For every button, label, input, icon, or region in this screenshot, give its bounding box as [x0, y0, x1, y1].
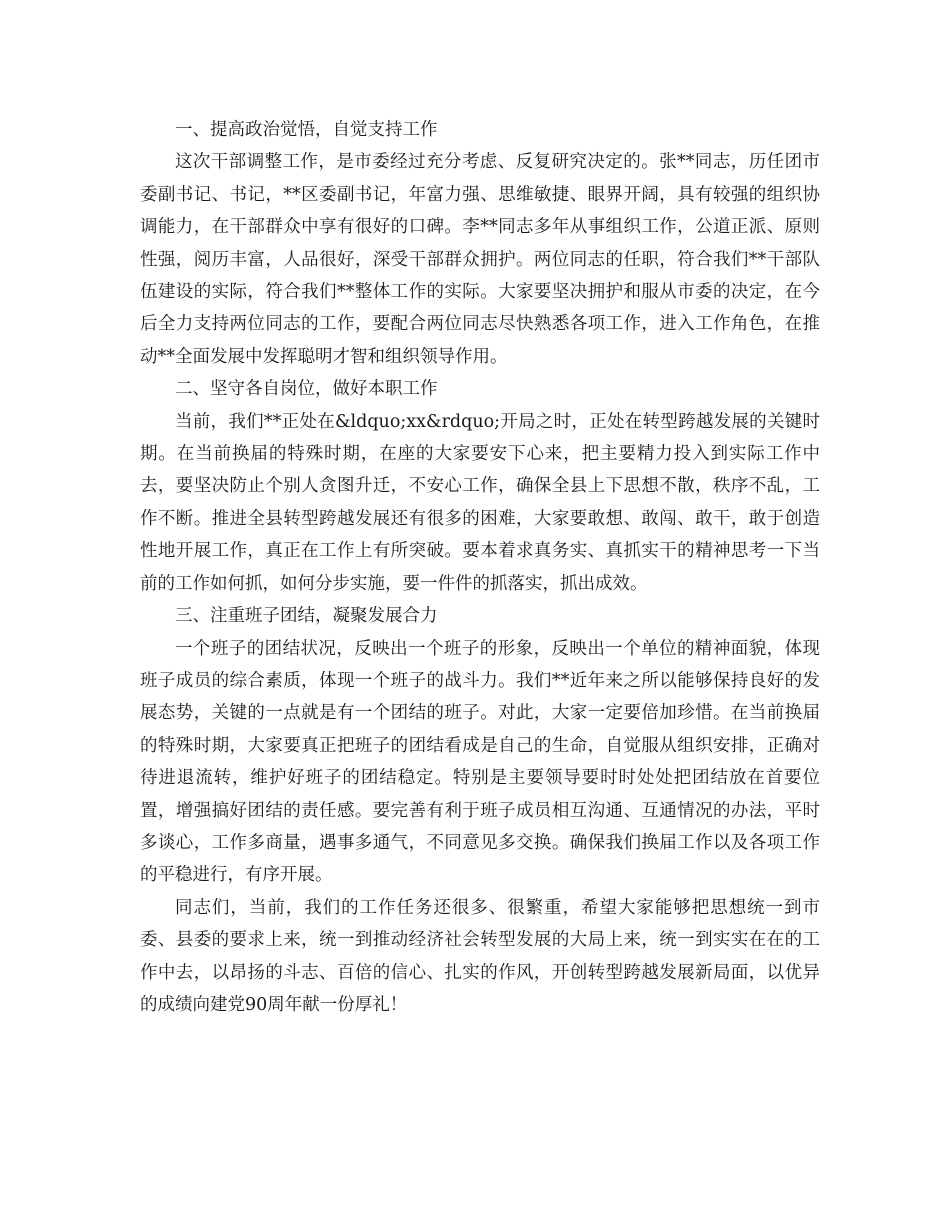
closing-paragraph: 同志们，当前，我们的工作任务还很多、很繁重，希望大家能够把思想统一到市委、县委的要求上来，统一到推动经济社会转型发展的大局上来，统一到实实在在的工作中去，以昂扬的斗志、百倍的信心、扎实的作风，开创转型跨越发展新局面，以优异的成绩向建党90周年献一份厚礼！ — [140, 897, 820, 1015]
section-paragraph-3: 一个班子的团结状况，反映出一个班子的形象，反映出一个单位的精神面貌，体现班子成员的综合素质，体现一个班子的战斗力。我们**近年来之所以能够保持良好的发展态势，关键的一点就是有一个团结的班子。对此，大家一定要倍加珍惜。在当前换届的特殊时期，大家要真正把班子的团结看成是自己的生命，自觉服从组织安排，正确对待进退流转，维护好班子的团结稳定。特别是主要领导要时时处处把团结放在首要位置，增强搞好团结的责任感。要完善有利于班子成员相互沟通、互通情况的办法，平时多谈心，工作多商量，遇事多通气，不同意见多交换。确保我们换届工作以及各项工作的平稳进行，有序开展。 — [140, 638, 820, 886]
section-paragraph-1: 这次干部调整工作，是市委经过充分考虑、反复研究决定的。张**同志，历任团市委副书记、书记，**区委副书记，年富力强、思维敏捷、眼界开阔，具有较强的组织协调能力，在干部群众中享有很好的口碑。李**同志多年从事组织工作，公道正派、原则性强，阅历丰富，人品很好，深受干部群众拥护。两位同志的任职，符合我们**干部队伍建设的实际，符合我们**整体工作的实际。大家要坚决拥护和服从市委的决定，在今后全力支持两位同志的工作，要配合两位同志尽快熟悉各项工作，进入工作角色，在推动**全面发展中发挥聪明才智和组织领导作用。 — [140, 152, 820, 367]
section-paragraph-2: 当前，我们**正处在&ldquo;xx&rdquo;开局之时，正处在转型跨越发展的关键时期。在当前换届的特殊时期，在座的大家要安下心来，把主要精力投入到实际工作中去，要坚决防止个别人贪图升迁，不安心工作，确保全县上下思想不散，秩序不乱，工作不断。推进全县转型跨越发展还有很多的困难，大家要敢想、敢闯、敢干，敢于创造性地开展工作，真正在工作上有所突破。要本着求真务实、真抓实干的精神思考一下当前的工作如何抓，如何分步实施，要一件件的抓落实，抓出成效。 — [140, 411, 820, 594]
document-body — [140, 114, 820, 1021]
section-heading-1: 一、提高政治觉悟，自觉支持工作 — [175, 120, 438, 140]
section-heading-2: 二、坚守各自岗位，做好本职工作 — [175, 379, 438, 400]
section-heading-3: 三、注重班子团结，凝聚发展合力 — [175, 606, 438, 627]
